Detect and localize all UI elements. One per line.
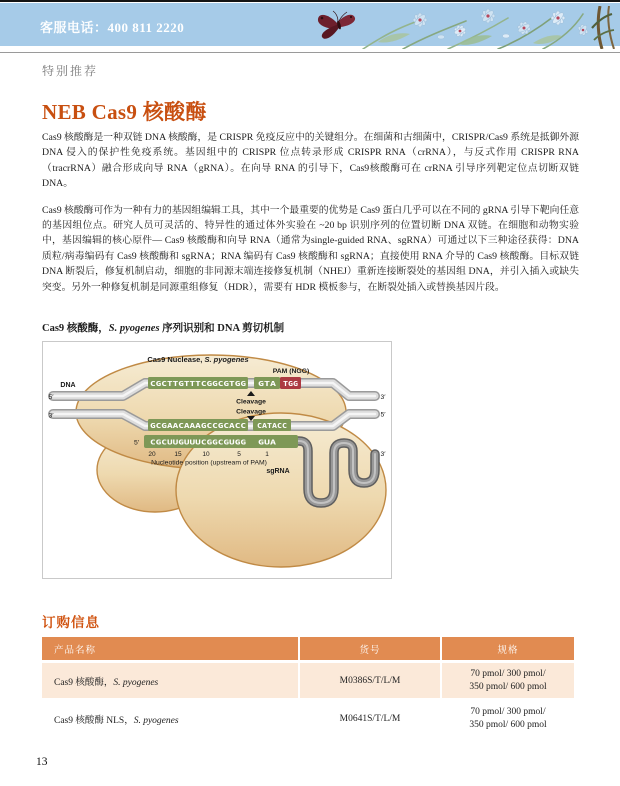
sgrna-sequence-gua: GUA	[258, 437, 277, 447]
section-eyebrow: 特别推荐	[42, 64, 99, 78]
page-title: NEB Cas9 核酸酶	[42, 100, 207, 124]
orchid-blossoms	[413, 9, 589, 39]
diagram-title-prefix: Cas9 Nuclease,	[147, 355, 205, 364]
customer-service-phone: 客服电话：400 811 2220	[40, 20, 185, 35]
header-divider-rule	[0, 52, 620, 53]
figure-caption	[42, 320, 284, 335]
catalog-number-cell: M0386S/T/L/M	[300, 663, 440, 698]
size-line-2: 350 pmol/ 600 pmol	[469, 681, 547, 692]
product-name-species: S. pyogenes	[113, 677, 159, 688]
size-line-1: 70 pmol/ 300 pmol/	[470, 669, 546, 679]
product-name-text: Cas9 核酸酶 NLS，	[54, 715, 134, 726]
top-strand-3prime-label: 3′	[380, 394, 386, 401]
protospacer-bottom-sequence: GCGAACAAAGCCGCACC	[150, 421, 246, 430]
floral-artwork-image	[308, 6, 620, 49]
sgrna-5prime-label: 5′	[133, 439, 139, 447]
intro-paragraph-2: Cas9 核酸酶可作为一种有力的基因组编辑工具，其中一个最重要的优势是 Cas9 蛋白几乎可以在不同的 gRNA 引导下靶向任意的基因组位点。研究人员可灵活的、特异性的通过体外实验在 ~20 bp 识别序列的位置切断 DNA 双链。在细胞和动物实验中，基因编辑的核心原件— Cas9 核酸酶和向导 RNA（通常为single-guided RNA、sgRNA）可通过以下三种途径获得：DNA 质粒/病毒编码有 Cas9 核酸酶和 sgRNA；RNA 编码有 Cas9 核酸酶和 sgRNA；直接使用 RNA 介导的 Cas9 核酸酶。目标双链 DNA 断裂后，修复机制启动，细胞的非同源末端连接修复机制（NHEJ）重新连接断裂处的基因组 DNA，并引入插入或缺失突变。另外一种修复机制是同源重组修复（HDR），需要有 HDR 模板参与，在断裂处插入或替换基因片段。	[42, 204, 579, 293]
header-band	[0, 3, 620, 46]
top-border-rule	[0, 0, 620, 2]
cas9-mechanism-figure	[42, 341, 392, 579]
catalog-number-cell: M0641S/T/L/M	[300, 701, 440, 736]
table-row	[42, 663, 574, 698]
bottom-strand-3prime-label: 3′	[48, 412, 54, 420]
figure-caption-suffix: 序列识别和 DNA 剪切机制	[159, 323, 285, 334]
column-header-catalog-number: 货号	[300, 637, 440, 660]
cas9-diagram	[43, 342, 391, 578]
cleavage-label-bottom: Cleavage	[236, 408, 266, 416]
pam-label: PAM (NGG)	[272, 368, 310, 375]
protospacer-top-sequence: CGCTTGTTTCGGCGTGG	[150, 379, 246, 388]
page-number: 13	[36, 756, 48, 768]
nucleotide-position-axis-label: Nucleotide position (upstream of PAM)	[151, 459, 267, 467]
ordering-section-title: 订购信息	[42, 615, 100, 630]
diagram-title-species: S. pyogenes	[204, 355, 249, 364]
dna-label: DNA	[60, 382, 76, 389]
size-line-2: 350 pmol/ 600 pmol	[469, 719, 547, 730]
ordering-table	[40, 634, 576, 739]
top-strand-5prime-label: 5′	[48, 394, 54, 401]
figure-caption-prefix: Cas9 核酸酶，	[42, 323, 109, 334]
tick-5: 5	[237, 451, 241, 458]
column-header-product-name: 产品名称	[42, 637, 298, 660]
tick-1: 1	[265, 451, 269, 458]
size-cell	[442, 701, 574, 736]
ordering-table-header-row	[42, 637, 574, 660]
diagram-title	[147, 355, 248, 364]
product-name-species: S. pyogenes	[133, 715, 179, 726]
butterfly-illustration	[318, 11, 355, 39]
figure-caption-species: S. pyogenes	[108, 323, 160, 334]
sgrna-3prime-label: 3′	[380, 451, 386, 458]
sgrna-sequence: CGCUUGUUUCGGCGUGG	[150, 437, 246, 447]
tick-15: 15	[174, 451, 182, 458]
tick-10: 10	[202, 451, 210, 458]
cleavage-label-top: Cleavage	[236, 398, 266, 406]
size-line-1: 70 pmol/ 300 pmol/	[470, 707, 546, 717]
intro-paragraph-1: Cas9 核酸酶是一种双链 DNA 核酸酶，是 CRISPR 免疫反应中的关键组分。在细菌和古细菌中，CRISPR/Cas9 系统是抵御外源 DNA 侵入的保护性免疫系统。基因组中的 CRISPR 位点转录形成 CRISPR RNA（crRNA），与反式作用 CRISPR RNA（tracrRNA）融合形成向导 RNA（gRNA）。在向导 RNA 的引导下，Cas9核酸酶可在 crRNA 引导序列靶定位点切断双链 DNA。	[42, 132, 579, 190]
pam-sequence: TGG	[283, 379, 298, 388]
product-name-cell	[42, 663, 298, 698]
bottom-sequence-catacc: CATACC	[257, 421, 287, 430]
table-row	[42, 701, 574, 736]
sgrna-label: sgRNA	[266, 468, 290, 475]
intro-paragraphs	[42, 130, 579, 295]
bottom-strand-5prime-label: 5′	[380, 411, 386, 419]
column-header-size: 规格	[442, 637, 574, 660]
product-name-text: Cas9 核酸酶，	[54, 677, 114, 688]
tick-20: 20	[148, 451, 156, 458]
size-cell	[442, 663, 574, 698]
product-name-cell	[42, 701, 298, 736]
top-sequence-gta: GTA	[258, 379, 277, 388]
